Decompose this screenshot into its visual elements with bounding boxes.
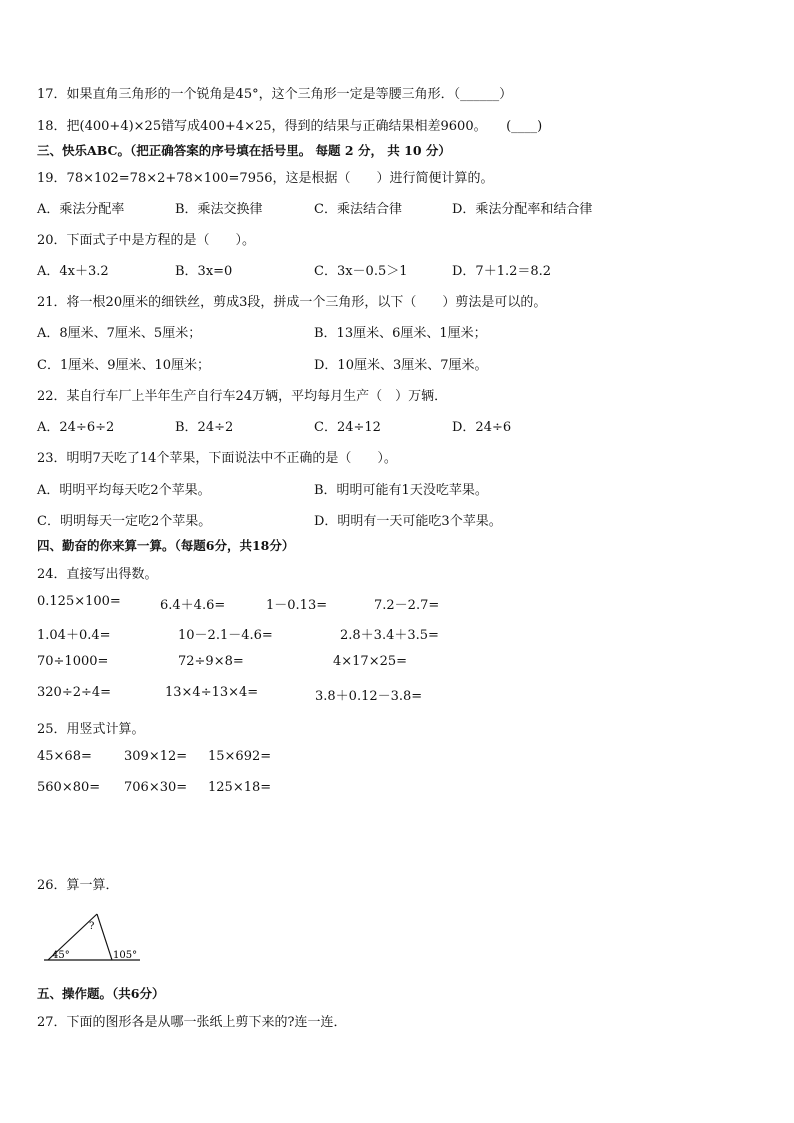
- question-19-option-b: B．乘法交换律: [175, 202, 263, 217]
- question-22-option-c: C．24÷12: [314, 420, 381, 435]
- calc-item: 309×12=: [124, 749, 188, 764]
- question-18: 18．把(400+4)×25错写成400+4×25，得到的结果与正确结果相差9600。 (____): [37, 119, 543, 134]
- question-19-option-a: A．乘法分配率: [37, 202, 125, 217]
- question-20-stem: 20．下面式子中是方程的是（ ）。: [37, 233, 256, 248]
- section-4-heading: 四、勤奋的你来算一算。（每题6分，共18分）: [37, 538, 295, 553]
- question-20-option-c: C．3x－0.5＞1: [314, 264, 408, 279]
- calc-item: 1.04＋0.4=: [37, 628, 111, 643]
- calc-item: 125×18=: [208, 780, 272, 795]
- calc-item: 6.4＋4.6=: [160, 598, 226, 613]
- calc-item: 3.8＋0.12－3.8=: [315, 689, 423, 704]
- question-23-option-a: A．明明平均每天吃2个苹果。: [37, 483, 211, 498]
- question-17: 17．如果直角三角形的一个锐角是45°，这个三角形一定是等腰三角形．（______）: [37, 87, 513, 102]
- calc-item: 45×68=: [37, 749, 92, 764]
- calc-item: 70÷1000=: [37, 654, 109, 669]
- calc-item: 4×17×25=: [333, 654, 408, 669]
- calc-item: 10－2.1－4.6=: [178, 628, 273, 643]
- question-21-stem: 21．将一根20厘米的细铁丝，剪成3段，拼成一个三角形，以下（ ）剪法是可以的。: [37, 295, 547, 310]
- question-21-option-a: A．8厘米、7厘米、5厘米；: [37, 326, 202, 341]
- calc-item: 13×4÷13×4=: [165, 685, 259, 700]
- calc-item: 1－0.13=: [266, 598, 328, 613]
- section-5-heading: 五、操作题。（共6分）: [37, 986, 165, 1001]
- calc-item: 560×80=: [37, 780, 101, 795]
- calc-item: 15×692=: [208, 749, 272, 764]
- calc-item: 0.125×100=: [37, 594, 121, 609]
- question-20-option-b: B．3x=0: [175, 264, 233, 279]
- question-21-option-b: B．13厘米、6厘米、1厘米；: [314, 326, 487, 341]
- question-22-stem: 22．某自行车厂上半年生产自行车24万辆，平均每月生产（ ）万辆．: [37, 389, 448, 404]
- triangle-right-side: [97, 914, 112, 960]
- question-21-option-d: D．10厘米、3厘米、7厘米。: [314, 358, 488, 373]
- question-22-option-a: A．24÷6÷2: [37, 420, 115, 435]
- calc-item: 320÷2÷4=: [37, 685, 112, 700]
- question-23-option-c: C．明明每天一定吃2个苹果。: [37, 514, 212, 529]
- question-19-stem: 19．78×102=78×2+78×100=7956，这是根据（ ）进行简便计算的。: [37, 171, 494, 186]
- question-22-option-b: B．24÷2: [175, 420, 234, 435]
- question-19-option-d: D．乘法分配率和结合律: [452, 202, 593, 217]
- question-20-option-a: A．4x＋3.2: [37, 264, 109, 279]
- calc-item: 7.2－2.7=: [374, 598, 440, 613]
- question-19-option-c: C．乘法结合律: [314, 202, 402, 217]
- question-22-option-d: D．24÷6: [452, 420, 512, 435]
- calc-item: 2.8＋3.4＋3.5=: [340, 628, 439, 643]
- section-3-heading: 三、快乐ABC。（把正确答案的序号填在括号里。 每题 2 分， 共 10 分）: [37, 143, 451, 158]
- question-23-stem: 23．明明7天吃了14个苹果，下面说法中不正确的是（ ）。: [37, 451, 397, 466]
- question-20-option-d: D．7＋1.2＝8.2: [452, 264, 552, 279]
- calc-item: 72÷9×8=: [178, 654, 244, 669]
- question-23-option-b: B．明明可能有1天没吃苹果。: [314, 483, 488, 498]
- question-21-option-c: C．1厘米、9厘米、10厘米；: [37, 358, 211, 373]
- question-25-stem: 25．用竖式计算。: [37, 722, 145, 737]
- triangle-figure: [40, 910, 150, 964]
- question-24-stem: 24．直接写出得数。: [37, 567, 158, 582]
- angle-105-label: 105°: [113, 950, 138, 961]
- angle-unknown-label: ?: [89, 921, 95, 932]
- calc-item: 706×30=: [124, 780, 188, 795]
- angle-45-label: 45°: [52, 950, 70, 961]
- question-27: 27．下面的图形各是从哪一张纸上剪下来的?连一连．: [37, 1015, 347, 1030]
- question-23-option-d: D．明明有一天可能吃3个苹果。: [314, 514, 502, 529]
- question-26-stem: 26．算一算．: [37, 878, 119, 893]
